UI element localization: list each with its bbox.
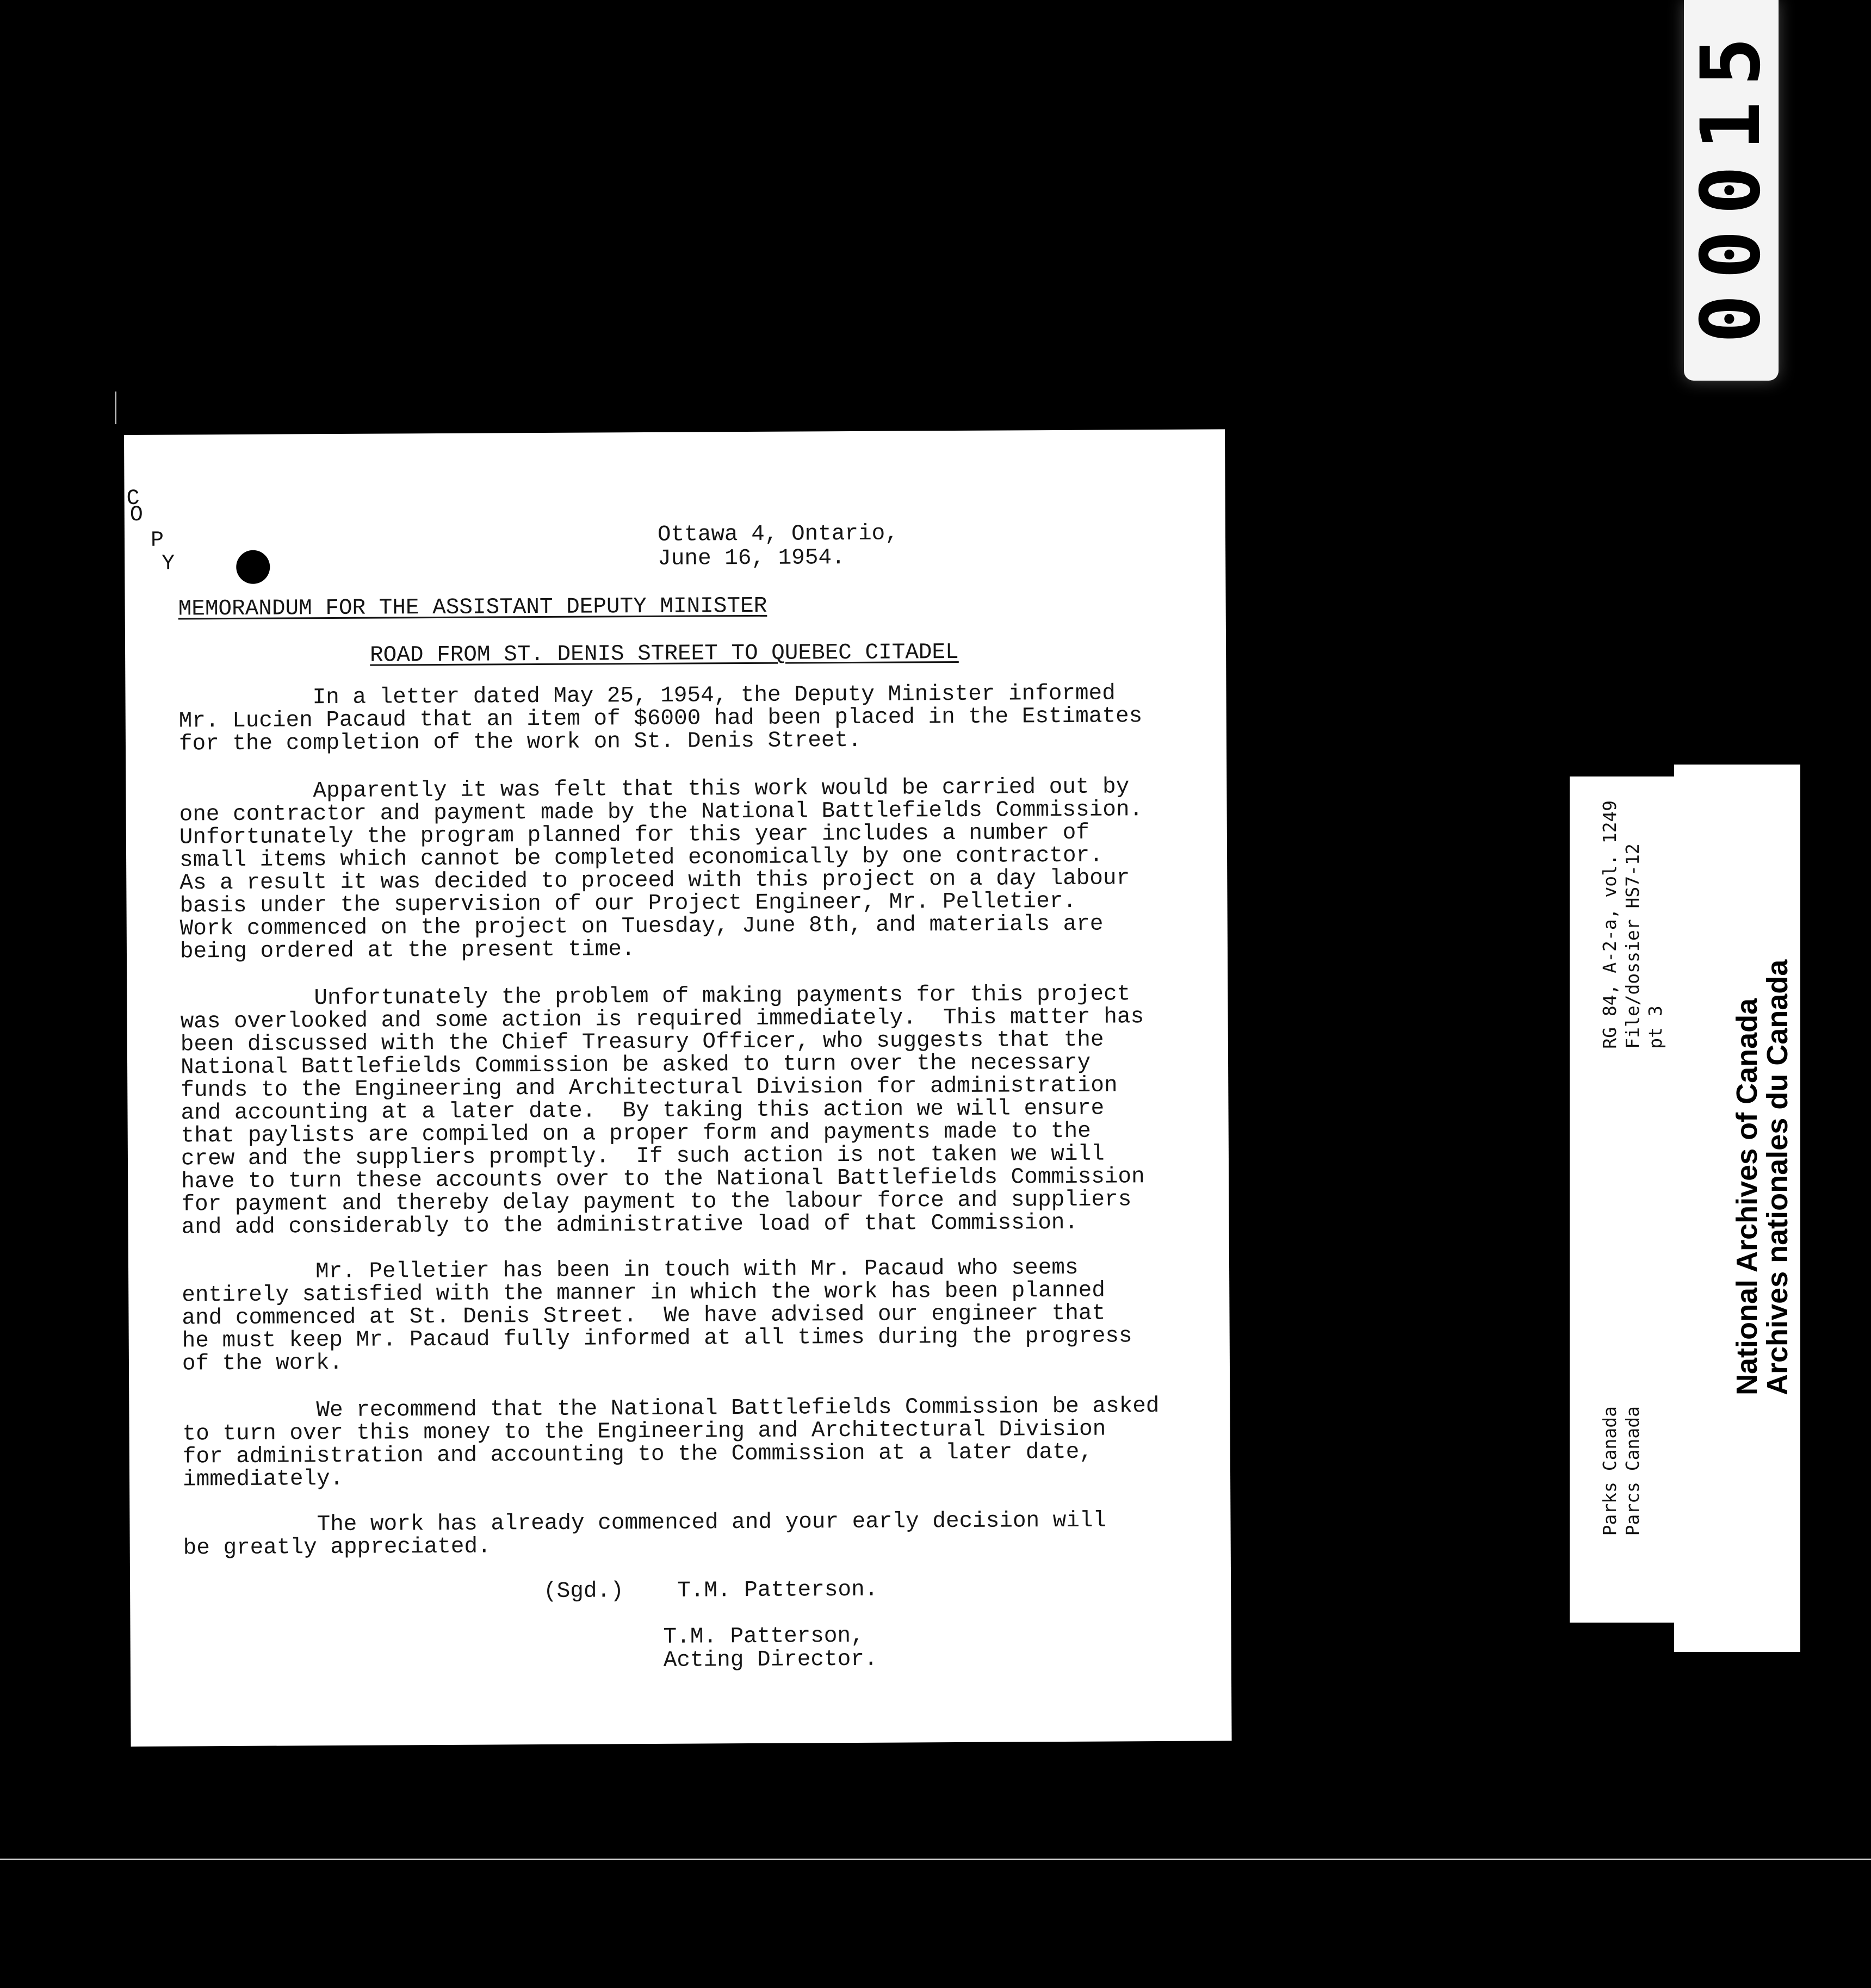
memo-subject: ROAD FROM ST. DENIS STREET TO QUEBEC CITADEL [370,639,959,668]
copy-stamp-letter: C [126,486,140,511]
scan-mark [115,392,116,424]
punch-hole [236,550,270,584]
signature-title: Acting Director. [663,1647,878,1673]
national-archives-label [1674,765,1800,1652]
parks-canada-en: Parks Canada [1599,1406,1620,1536]
parks-canada-label [1570,776,1686,1623]
scan-line [0,1859,1871,1860]
parks-canada-fr: Parcs Canada [1622,1406,1643,1536]
nac-name-en: National Archives of Canada [1731,998,1763,1395]
frame-number: 00015 [1684,22,1779,344]
signature-name: T.M. Patterson, [663,1623,864,1650]
memo-paragraph-5: We recommend that the National Battlefields Commission be asked to turn over this money to the Engineering and Architectural Division for administration and accounting to the Commission at a later date, immediately. [182,1394,1160,1493]
file-reference-dossier: File/dossier HS7-12 [1622,843,1643,1049]
memo-paragraph-2: Apparently it was felt that this work would be carried out by one contractor and payment made by the National Battlefields Commission. Unfortunately the program planned for this year includes a number of small items which cannot be completed economically by one contractor. As a result it was decided to proceed with this project on a day labour basis under the supervision of our Project Engineer, Mr. Pelletier. Work commenced on the project on Tuesday, June 8th, and materials are being ordered at the present time. [179,774,1143,965]
memo-paragraph-4: Mr. Pelletier has been in touch with Mr. Pacaud who seems entirely satisfied with the manner in which the work has been planned and commenced at St. Denis Street. We have advised our engineer that he must keep Mr. Pacaud fully informed at all times during the progress of the work. [181,1255,1132,1377]
memo-page [124,429,1232,1747]
memo-place: Ottawa 4, Ontario, [657,521,899,548]
memo-paragraph-6: The work has already commenced and your early decision will be greatly appreciated. [183,1508,1107,1561]
nac-name-fr: Archives nationales du Canada [1761,959,1794,1395]
signed-line: (Sgd.) T.M. Patterson. [543,1577,878,1604]
copy-stamp-letter: Y [162,551,175,576]
copy-stamp-letter: P [150,528,164,553]
memo-addressee: MEMORANDUM FOR THE ASSISTANT DEPUTY MINISTER [178,593,767,622]
file-reference-part: pt 3 [1645,1005,1666,1049]
frame-counter [1684,0,1779,381]
file-reference-rg: RG 84, A-2-a, vol. 1249 [1599,800,1620,1049]
memo-date: June 16, 1954. [658,545,845,571]
memo-paragraph-3: Unfortunately the problem of making payments for this project was overlooked and some action is required immediately. This matter has been discussed with the Chief Treasury Officer, who suggests that the National Battlefields Commission be asked to turn over the necessary funds to the Engineering and Architectural Division for administration and accounting at a later date. By taking this action we will ensure that paylists are compiled on a proper form and payments made to the crew and the suppliers promptly. If such action is not taken we will have to turn these accounts over to the National Battlefields Commission for payment and thereby delay payment to the labour force and suppliers and add considerably to the administrative load of that Commission. [180,981,1145,1240]
copy-stamp-letter: O [129,502,143,527]
memo-paragraph-1: In a letter dated May 25, 1954, the Deputy Minister informed Mr. Lucien Pacaud that an item of $6000 had been placed in the Estimates for the completion of the work on St. Denis Street. [178,681,1143,757]
